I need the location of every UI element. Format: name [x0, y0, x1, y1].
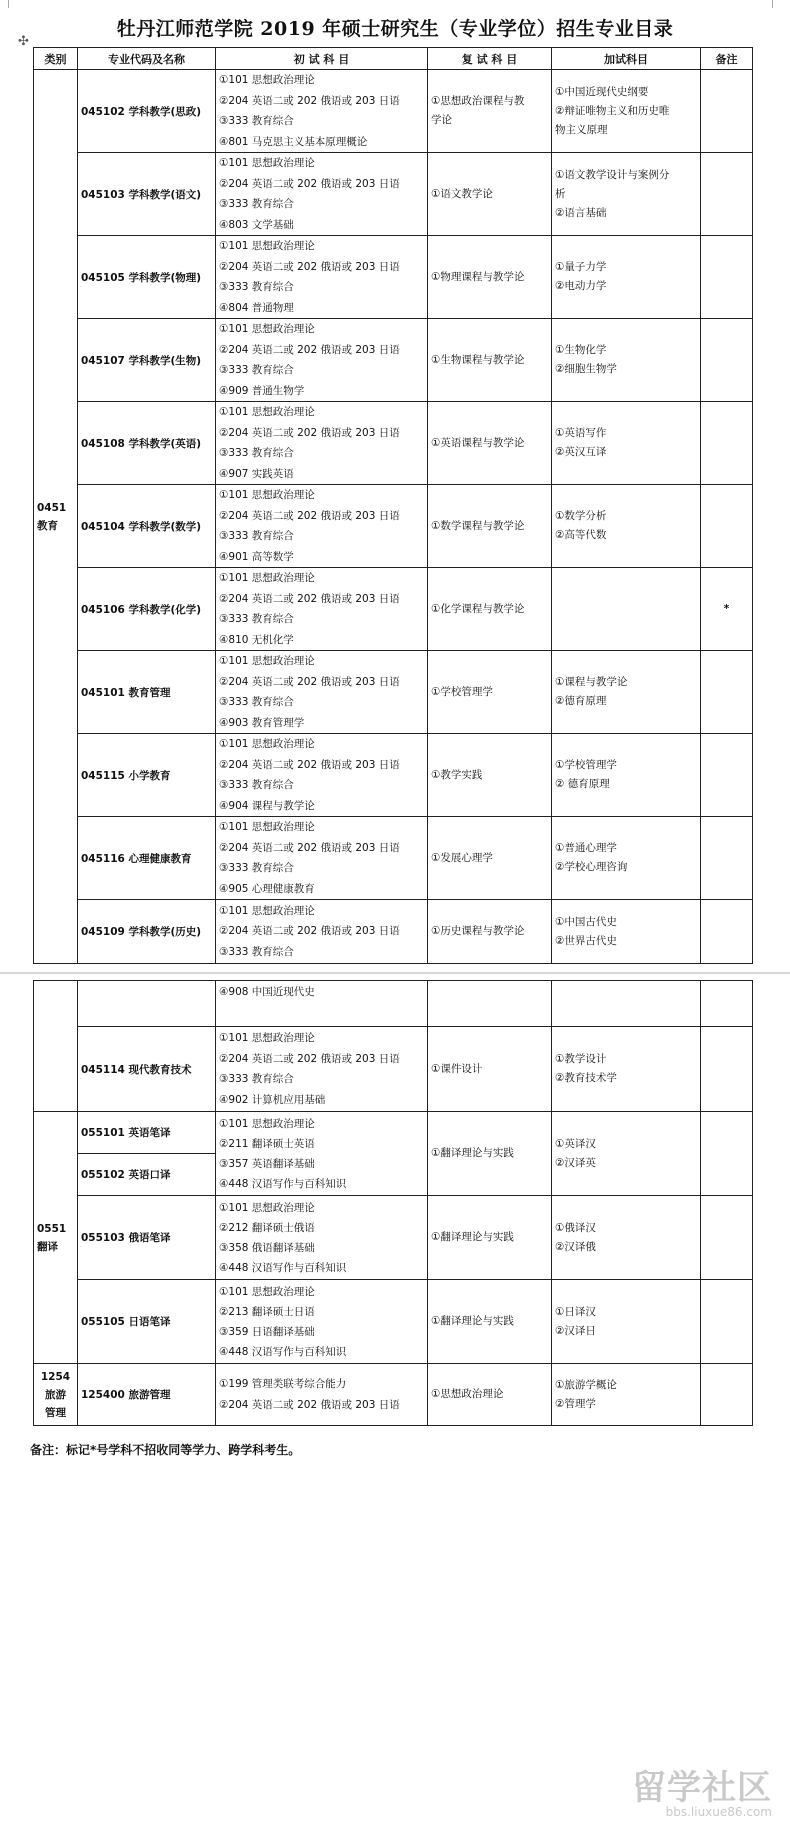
- extra-subjects: [552, 1112, 701, 1196]
- subject-line: ①101 思想政治理论: [219, 1117, 315, 1130]
- extra-line: ①普通心理学: [555, 842, 617, 854]
- page-corner-mark: [772, 0, 773, 8]
- category-education-continued: [34, 981, 78, 1112]
- retest-line: ①化学课程与教学论: [431, 602, 525, 615]
- initial-subjects: [216, 981, 428, 1027]
- extra-line: ①英语写作: [555, 427, 607, 439]
- subject-line: ②204 英语二或 202 俄语或 203 日语: [219, 260, 400, 273]
- retest-line: ①语文教学论: [431, 187, 493, 200]
- subject-line: ③359 日语翻译基础: [219, 1325, 315, 1338]
- category-education: [34, 70, 78, 964]
- subject-line: ②204 英语二或 202 俄语或 203 日语: [219, 1398, 400, 1411]
- table-row: [34, 153, 753, 236]
- program-name: 045106 学科教学(化学): [78, 568, 216, 651]
- extra-line: ②汉译俄: [555, 1240, 596, 1253]
- extra-line: ②语言基础: [555, 206, 607, 219]
- note-cell: [701, 236, 753, 319]
- subject-line: ④909 普通生物学: [219, 384, 305, 397]
- note-cell: [701, 70, 753, 153]
- retest-subjects: [428, 734, 552, 817]
- subject-line: ④810 无机化学: [219, 633, 294, 646]
- header-category: 类别: [34, 48, 78, 70]
- program-name: 045108 学科教学(英语): [78, 402, 216, 485]
- extra-line: ①日译汉: [555, 1305, 596, 1318]
- extra-line: ①中国近现代史纲要: [555, 85, 649, 98]
- extra-line: ①教学设计: [555, 1053, 607, 1065]
- extra-subjects: [552, 1364, 701, 1426]
- note-cell: [701, 981, 753, 1027]
- initial-subjects: [216, 817, 428, 900]
- subject-line: ④448 汉语写作与百科知识: [219, 1261, 347, 1274]
- subject-line: ②204 英语二或 202 俄语或 203 日语: [219, 509, 400, 522]
- extra-line: ①英译汉: [555, 1137, 596, 1150]
- subject-line: ③333 教育综合: [219, 1073, 294, 1085]
- table-row: [34, 319, 753, 402]
- page-break-line: [0, 972, 790, 974]
- extra-subjects: [552, 1280, 701, 1364]
- extra-line: ①旅游学概论: [555, 1378, 617, 1391]
- extra-line: ②世界古代史: [555, 934, 617, 947]
- extra-line: ②学校心理咨询: [555, 861, 628, 873]
- extra-subjects: [552, 900, 701, 964]
- extra-line: 析: [555, 187, 566, 200]
- subject-line: ①101 思想政治理论: [219, 489, 315, 501]
- retest-subjects: [428, 817, 552, 900]
- subject-line: ②204 英语二或 202 俄语或 203 日语: [219, 94, 400, 107]
- subject-line: ③333 教育综合: [219, 198, 294, 210]
- header-program: 专业代码及名称: [78, 48, 216, 70]
- subject-line: ②204 英语二或 202 俄语或 203 日语: [219, 592, 400, 605]
- initial-subjects: [216, 1364, 428, 1426]
- extra-subjects: [552, 651, 701, 734]
- note-cell: [701, 817, 753, 900]
- watermark-logo: 留学社区: [632, 1768, 772, 1808]
- note-cell: [701, 734, 753, 817]
- subject-line: ②204 英语二或 202 俄语或 203 日语: [219, 758, 400, 771]
- extra-line: ②汉译英: [555, 1156, 596, 1169]
- retest-line: ①思想政治理论: [431, 1388, 504, 1400]
- retest-subjects: [428, 981, 552, 1027]
- retest-subjects: [428, 1364, 552, 1426]
- note-cell: [701, 900, 753, 964]
- subject-line: ④804 普通物理: [219, 301, 294, 314]
- subject-line: ②204 英语二或 202 俄语或 203 日语: [219, 925, 400, 938]
- category-code: 0451: [37, 501, 67, 514]
- program-name: 045109 学科教学(历史): [78, 900, 216, 964]
- extra-line: ②细胞生物学: [555, 363, 617, 375]
- extra-line: ①生物化学: [555, 344, 607, 356]
- retest-line: ①发展心理学: [431, 851, 493, 864]
- subject-line: ③357 英语翻译基础: [219, 1157, 315, 1170]
- program-name: 045105 学科教学(物理): [78, 236, 216, 319]
- note-cell: [701, 651, 753, 734]
- category-name: 管理: [45, 1406, 66, 1419]
- table-row: [34, 1112, 753, 1154]
- note-cell: [701, 402, 753, 485]
- retest-subjects: [428, 319, 552, 402]
- subject-line: ①101 思想政治理论: [219, 738, 315, 750]
- header-note: 备注: [701, 48, 753, 70]
- table-row: [34, 70, 753, 153]
- retest-line: ①英语课程与教学论: [431, 436, 525, 449]
- site-watermark: [632, 1760, 772, 1819]
- subject-line: ①101 思想政治理论: [219, 1285, 315, 1298]
- extra-subjects: [552, 817, 701, 900]
- initial-subjects: [216, 153, 428, 236]
- retest-subjects: [428, 485, 552, 568]
- retest-subjects: [428, 651, 552, 734]
- subject-line: ④903 教育管理学: [219, 716, 305, 729]
- initial-subjects: [216, 1027, 428, 1112]
- subject-line: ①101 思想政治理论: [219, 1201, 315, 1214]
- header-retest: 复 试 科 目: [428, 48, 552, 70]
- category-name: 旅游: [45, 1388, 66, 1401]
- extra-line: ②英汉互译: [555, 446, 607, 458]
- retest-subjects: [428, 1196, 552, 1280]
- retest-subjects: [428, 1280, 552, 1364]
- subject-line: ③333 教育综合: [219, 779, 294, 791]
- subject-line: ②204 英语二或 202 俄语或 203 日语: [219, 1052, 400, 1065]
- retest-line: ①翻译理论与实践: [431, 1231, 514, 1243]
- extra-line: 物主义原理: [555, 123, 608, 136]
- subject-line: ④901 高等数学: [219, 550, 294, 563]
- retest-subjects: [428, 70, 552, 153]
- table-row: [34, 1280, 753, 1364]
- subject-line: ④908 中国近现代史: [219, 986, 315, 998]
- initial-subjects: [216, 734, 428, 817]
- note-cell: [701, 319, 753, 402]
- note-cell: [701, 1112, 753, 1196]
- note-cell: [701, 1280, 753, 1364]
- restriction-asterisk: *: [701, 568, 753, 651]
- category-code: 0551: [37, 1222, 67, 1235]
- table-row: [34, 402, 753, 485]
- retest-subjects: [428, 402, 552, 485]
- subject-line: ②212 翻译硕士俄语: [219, 1221, 315, 1234]
- table-row: [34, 485, 753, 568]
- extra-line: ②教育技术学: [555, 1072, 617, 1084]
- table-row: [34, 734, 753, 817]
- retest-subjects: [428, 1112, 552, 1196]
- extra-line: ①学校管理学: [555, 759, 617, 771]
- table-header-row: [34, 48, 753, 70]
- retest-line: ①生物课程与教学论: [431, 353, 525, 366]
- program-name: 045101 教育管理: [78, 651, 216, 734]
- category-code: 1254: [40, 1370, 71, 1383]
- program-name: 045115 小学教育: [78, 734, 216, 817]
- table-row: [34, 900, 753, 964]
- subject-line: ④803 文学基础: [219, 218, 294, 231]
- program-name: [78, 981, 216, 1027]
- retest-line: ①物理课程与教学论: [431, 270, 525, 283]
- extra-subjects: [552, 70, 701, 153]
- program-name: 055102 英语口译: [78, 1154, 216, 1196]
- retest-line: 学论: [431, 114, 452, 126]
- subject-line: ①101 思想政治理论: [219, 904, 315, 917]
- subject-line: ②204 英语二或 202 俄语或 203 日语: [219, 177, 400, 190]
- retest-line: ①历史课程与教学论: [431, 925, 525, 937]
- table-row: [34, 651, 753, 734]
- subject-line: ①101 思想政治理论: [219, 323, 315, 335]
- subject-line: ①101 思想政治理论: [219, 157, 315, 169]
- initial-subjects: [216, 651, 428, 734]
- subject-line: ①101 思想政治理论: [219, 655, 315, 667]
- table-row: [34, 1027, 753, 1112]
- table-move-handle-icon[interactable]: ✣: [18, 34, 29, 49]
- initial-subjects: [216, 1280, 428, 1364]
- footnote: 备注：标记*号学科不招收同等学力、跨学科考生。: [30, 1443, 301, 1457]
- catalog-table-page-1: [33, 47, 753, 964]
- extra-line: ①课程与教学论: [555, 676, 628, 688]
- initial-subjects: [216, 319, 428, 402]
- extra-line: ②汉译日: [555, 1324, 596, 1337]
- subject-line: ①101 思想政治理论: [219, 240, 315, 252]
- extra-line: ②德育原理: [555, 695, 607, 707]
- extra-line: ①俄译汉: [555, 1221, 596, 1234]
- program-name: 055103 俄语笔译: [78, 1196, 216, 1280]
- category-translation: [34, 1112, 78, 1364]
- program-name: 045103 学科教学(语文): [78, 153, 216, 236]
- subject-line: ③333 教育综合: [219, 945, 294, 958]
- extra-subjects: [552, 236, 701, 319]
- subject-line: ④448 汉语写作与百科知识: [219, 1177, 347, 1190]
- subject-line: ②204 英语二或 202 俄语或 203 日语: [219, 426, 400, 439]
- extra-line: ①量子力学: [555, 261, 607, 273]
- retest-line: ①课件设计: [431, 1062, 483, 1075]
- extra-subjects: [552, 402, 701, 485]
- program-name: 125400 旅游管理: [78, 1364, 216, 1426]
- extra-subjects: [552, 319, 701, 402]
- extra-line: ①语文教学设计与案例分: [555, 168, 670, 181]
- header-initial-exam: 初 试 科 目: [216, 48, 428, 70]
- table-row: [34, 817, 753, 900]
- subject-line: ④448 汉语写作与百科知识: [219, 1345, 347, 1358]
- initial-subjects: [216, 900, 428, 964]
- program-name: 045102 学科教学(思政): [78, 70, 216, 153]
- subject-line: ①101 思想政治理论: [219, 572, 315, 584]
- initial-subjects: [216, 1196, 428, 1280]
- subject-line: ③333 教育综合: [219, 115, 294, 127]
- initial-subjects: [216, 1112, 428, 1196]
- subject-line: ②204 英语二或 202 俄语或 203 日语: [219, 343, 400, 356]
- extra-line: ①数学分析: [555, 510, 607, 522]
- subject-line: ①101 思想政治理论: [219, 1032, 315, 1044]
- subject-line: ③333 教育综合: [219, 862, 294, 874]
- extra-subjects: [552, 1027, 701, 1112]
- table-row: [34, 1364, 753, 1426]
- page-corner-mark: [8, 0, 9, 8]
- subject-line: ③358 俄语翻译基础: [219, 1241, 315, 1254]
- retest-line: ①思想政治课程与教: [431, 95, 525, 107]
- initial-subjects: [216, 485, 428, 568]
- program-name: 045114 现代教育技术: [78, 1027, 216, 1112]
- retest-subjects: [428, 900, 552, 964]
- retest-subjects: [428, 153, 552, 236]
- subject-line: ④904 课程与教学论: [219, 799, 315, 812]
- extra-line: ②电动力学: [555, 280, 607, 292]
- subject-line: ①101 思想政治理论: [219, 406, 315, 418]
- subject-line: ④905 心理健康教育: [219, 882, 315, 895]
- program-name: 045116 心理健康教育: [78, 817, 216, 900]
- subject-line: ①101 思想政治理论: [219, 74, 315, 86]
- header-extra-exam: 加试科目: [552, 48, 701, 70]
- retest-line: ①翻译理论与实践: [431, 1147, 514, 1159]
- note-cell: [701, 1364, 753, 1426]
- note-cell: [701, 485, 753, 568]
- subject-line: ②211 翻译硕士英语: [219, 1137, 315, 1150]
- initial-subjects: [216, 70, 428, 153]
- subject-line: ④902 计算机应用基础: [219, 1093, 326, 1106]
- extra-subjects: [552, 485, 701, 568]
- retest-line: ①数学课程与教学论: [431, 519, 525, 532]
- retest-subjects: [428, 1027, 552, 1112]
- subject-line: ②204 英语二或 202 俄语或 203 日语: [219, 675, 400, 688]
- extra-line: ②辩证唯物主义和历史唯: [555, 104, 670, 117]
- subject-line: ①199 管理类联考综合能力: [219, 1378, 347, 1390]
- initial-subjects: [216, 236, 428, 319]
- initial-subjects: [216, 402, 428, 485]
- program-name: 045107 学科教学(生物): [78, 319, 216, 402]
- retest-line: ①翻译理论与实践: [431, 1315, 514, 1327]
- program-name: 055101 英语笔译: [78, 1112, 216, 1154]
- program-name: 055105 日语笔译: [78, 1280, 216, 1364]
- initial-subjects: [216, 568, 428, 651]
- category-name: 翻译: [37, 1240, 58, 1253]
- extra-line: ①中国古代史: [555, 915, 617, 928]
- document-title: 牡丹江师范学院 2019 年硕士研究生（专业学位）招生专业目录: [116, 18, 674, 40]
- table-row: [34, 568, 753, 651]
- subject-line: ③333 教育综合: [219, 281, 294, 293]
- table-row-continuation: [34, 981, 753, 1027]
- subject-line: ③333 教育综合: [219, 447, 294, 459]
- table-row: [34, 1196, 753, 1280]
- subject-line: ③333 教育综合: [219, 364, 294, 376]
- subject-line: ④907 实践英语: [219, 467, 294, 480]
- subject-line: ②204 英语二或 202 俄语或 203 日语: [219, 841, 400, 854]
- category-name: 教育: [37, 519, 58, 532]
- table-row: [34, 236, 753, 319]
- extra-line: ②高等代数: [555, 529, 607, 541]
- extra-subjects: [552, 153, 701, 236]
- subject-line: ③333 教育综合: [219, 696, 294, 708]
- retest-subjects: [428, 236, 552, 319]
- subject-line: ③333 教育综合: [219, 530, 294, 542]
- extra-subjects: [552, 734, 701, 817]
- extra-subjects: [552, 981, 701, 1027]
- category-tourism: [34, 1364, 78, 1426]
- subject-line: ③333 教育综合: [219, 613, 294, 625]
- extra-subjects: [552, 1196, 701, 1280]
- subject-line: ①101 思想政治理论: [219, 821, 315, 833]
- retest-line: ①学校管理学: [431, 685, 493, 698]
- subject-line: ②213 翻译硕士日语: [219, 1305, 315, 1318]
- note-cell: [701, 1027, 753, 1112]
- retest-subjects: [428, 568, 552, 651]
- retest-line: ①教学实践: [431, 768, 483, 781]
- note-cell: [701, 1196, 753, 1280]
- extra-line: ②管理学: [555, 1397, 596, 1410]
- extra-line: ② 德育原理: [555, 778, 610, 790]
- watermark-url: bbs.liuxue86.com: [665, 1805, 772, 1819]
- program-name: 045104 学科教学(数学): [78, 485, 216, 568]
- extra-subjects: [552, 568, 701, 651]
- catalog-table-page-2: [33, 980, 753, 1426]
- note-cell: [701, 153, 753, 236]
- subject-line: ④801 马克思主义基本原理概论: [219, 135, 368, 148]
